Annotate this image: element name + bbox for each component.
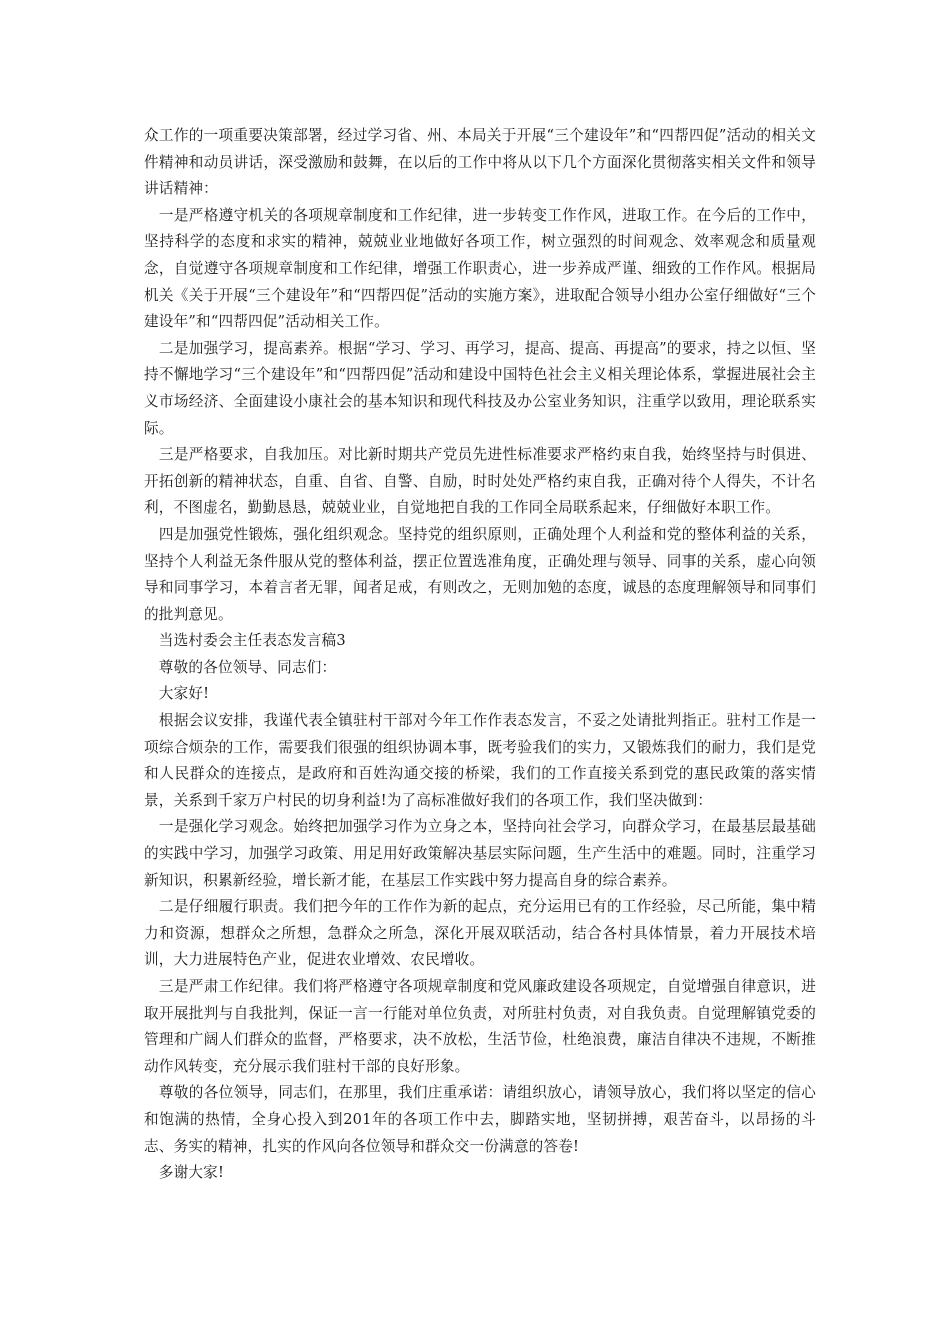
paragraph-commitment-three: 三是严肃工作纪律。我们将严格遵守各项规章制度和党风廉政建设各项规定，自觉增强自律意识，进取开展批判与自我批判，保证一言一行能对单位负责，对所驻村负责，对自我负责。自觉理解镇党委的管理和广阔人们群众的监督，严格要求，决不放松，生活节俭，杜绝浪费，廉洁自律决不违规，不断推动作风转变，充分展示我们驻村干部的良好形象。 <box>144 978 816 1075</box>
paragraph-point-two-study: 二是加强学习，提高素养。根据“学习、学习、再学习，提高、提高、再提高”的要求，持之以恒、坚持不懈地学习“三个建设年”和“四帮四促”活动和建设中国特色社会主义相关理论体系，掌握进展社会主义市场经济、全面建设小康社会的基本知识和现代科技及办公室业务知识，注重学以致用，理论联系实际。 <box>144 339 816 437</box>
greeting: 大家好! <box>144 685 210 703</box>
document-body <box>144 123 816 1187</box>
closing-thanks: 多谢大家! <box>144 1164 225 1182</box>
paragraph-commitment-one: 一是强化学习观念。始终把加强学习作为立身之本，坚持向社会学习，向群众学习，在最基层最基础的实践中学习，加强学习政策、用足用好政策解决基层实际问题，生产生活中的难题。同时，注重学习新知识，积累新经验，增长新才能，在基层工作实践中努力提高自身的综合素养。 <box>144 818 816 889</box>
section-title: 当选村委会主任表态发言稿3 <box>144 632 346 650</box>
paragraph-pledge: 尊敬的各位领导，同志们，在那里，我们庄重承诺：请组织放心，请领导放心，我们将以坚定的信心和饱满的热情，全身心投入到201年的各项工作中去，脚踏实地，坚韧拼搏，艰苦奋斗，以昂扬的斗志、务实的精神，扎实的作风向各位领导和群众交一份满意的答卷! <box>144 1084 816 1155</box>
paragraph-point-one-discipline: 一是严格遵守机关的各项规章制度和工作纪律，进一步转变工作作风，进取工作。在今后的工作中，坚持科学的态度和求实的精神，兢兢业业地做好各项工作，树立强烈的时间观念、效率观念和质量观念，自觉遵守各项规章制度和工作纪律，增强工作职责心，进一步养成严谨、细致的工作作风。根据局机关《关于开展“三个建设年”和“四帮四促”活动的实施方案》，进取配合领导小组办公室仔细做好“三个建设年”和“四帮四促”活动相关工作。 <box>144 206 816 331</box>
paragraph-intro-continuation: 众工作的一项重要决策部署，经过学习省、州、本局关于开展“三个建设年”和“四帮四促”活动的相关文件精神和动员讲话，深受激励和鼓舞，在以后的工作中将从以下几个方面深化贯彻落实相关文件和领导讲话精神： <box>144 127 816 198</box>
salutation: 尊敬的各位领导、同志们： <box>144 658 337 676</box>
paragraph-point-three-requirements: 三是严格要求，自我加压。对比新时期共产党员先进性标准要求严格约束自我，始终坚持与时俱进、开拓创新的精神状态，自重、自省、自警、自励，时时处处严格约束自我，正确对待个人得失，不计名利，不图虚名，勤勤恳恳，兢兢业业，自觉地把自我的工作同全局联系起来，仔细做好本职工作。 <box>144 446 816 517</box>
paragraph-point-four-party-spirit: 四是加强党性锻炼，强化组织观念。坚持党的组织原则，正确处理个人利益和党的整体利益的关系，坚持个人利益无条件服从党的整体利益，摆正位置选准角度，正确处理与领导、同事的关系，虚心向领导和同事学习，本着言者无罪，闻者足戒，有则改之，无则加勉的态度，诚恳的态度理解领导和同事们的批判意见。 <box>144 525 816 623</box>
paragraph-opening-statement: 根据会议安排，我谨代表全镇驻村干部对今年工作作表态发言，不妥之处请批判指正。驻村工作是一项综合烦杂的工作，需要我们很强的组织协调本事，既考验我们的实力，又锻炼我们的耐力，我们是党和人民群众的连接点，是政府和百姓沟通交接的桥梁，我们的工作直接关系到党的惠民政策的落实情景，关系到千家万户村民的切身利益!为了高标准做好我们的各项工作，我们坚决做到： <box>144 712 816 809</box>
paragraph-commitment-two: 二是仔细履行职责。我们把今年的工作作为新的起点，充分运用已有的工作经验，尽己所能，集中精力和资源，想群众之所想，急群众之所急，深化开展双联活动，结合各村具体情景，着力开展技术培训，大力进展特色产业，促进农业增效、农民增收。 <box>144 898 816 969</box>
